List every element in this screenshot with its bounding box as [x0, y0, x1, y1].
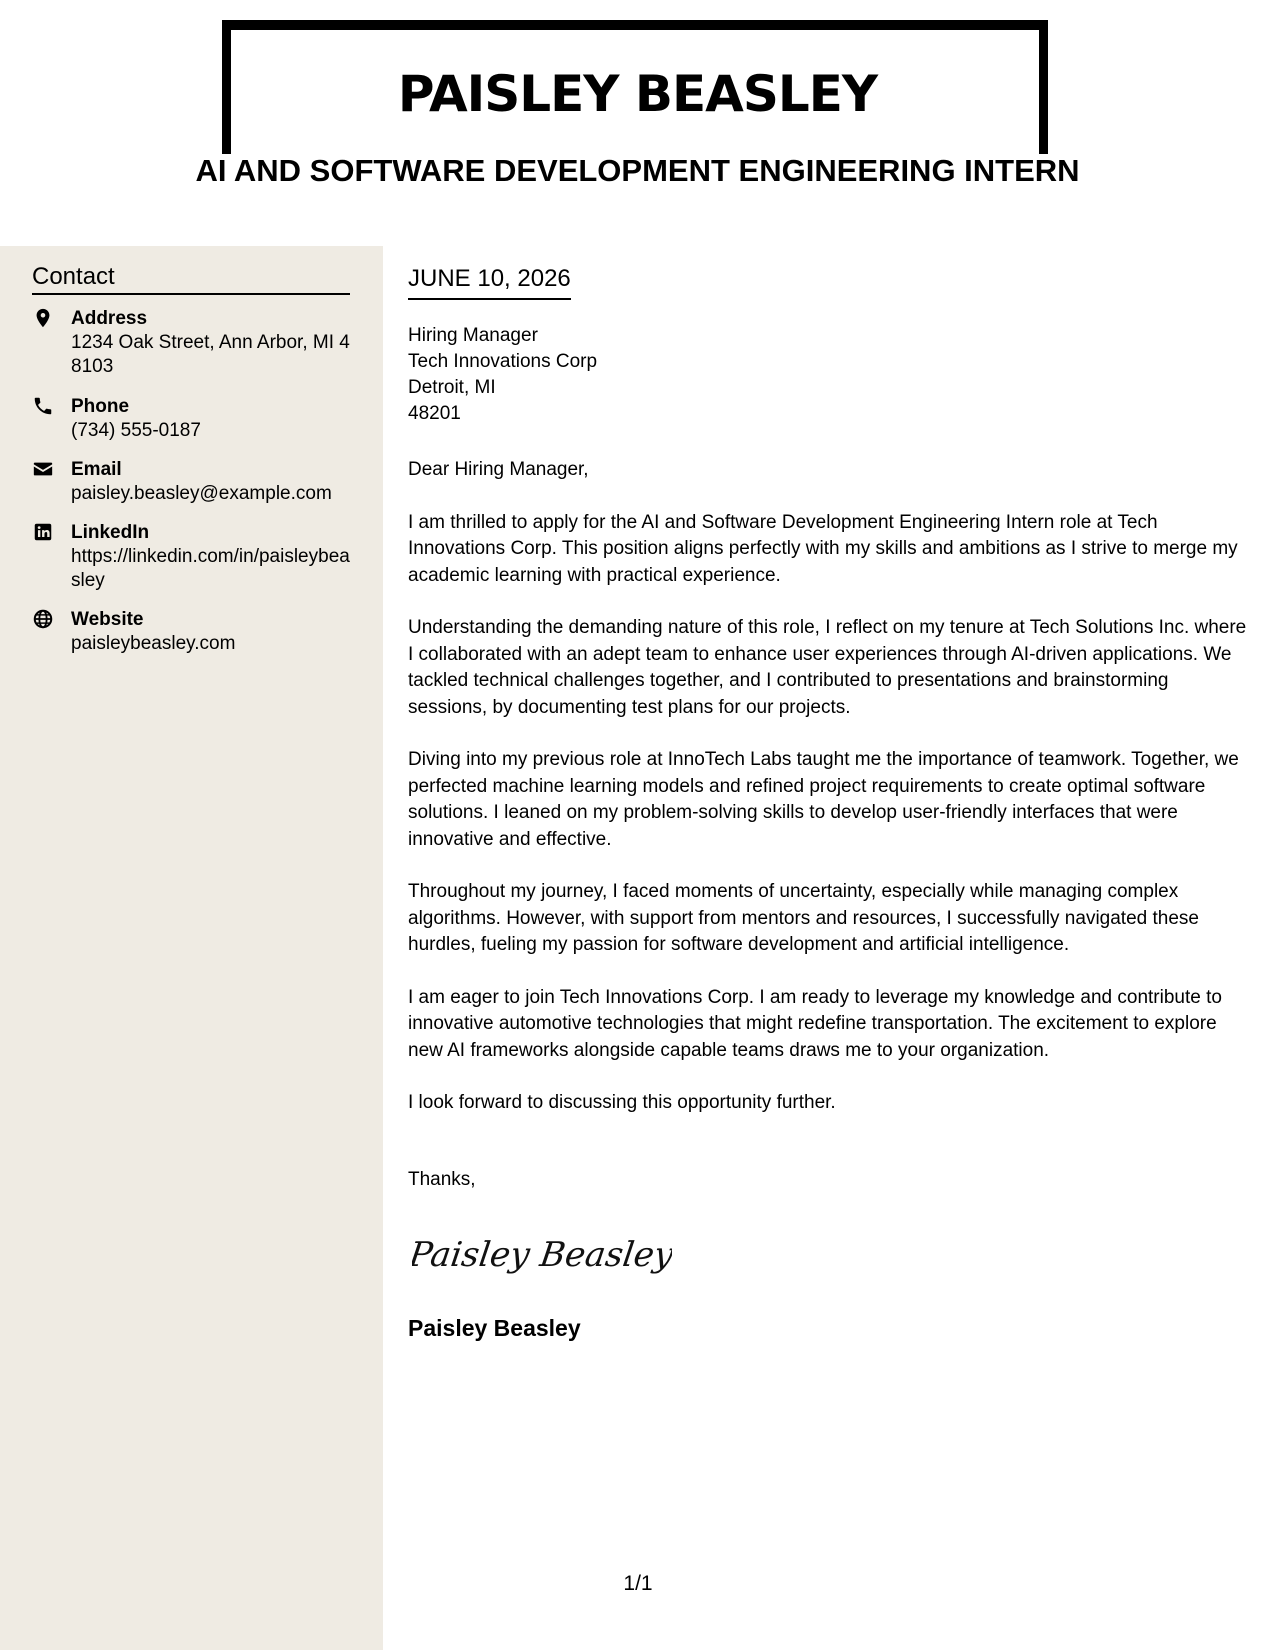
- envelope-icon: [32, 458, 56, 482]
- phone-label: Phone: [71, 396, 130, 417]
- recipient-line: Hiring Manager: [408, 325, 538, 346]
- handwritten-signature: [412, 1222, 672, 1282]
- letter-paragraph: Diving into my previous role at InnoTech Labs taught me the importance of teamwork. Together, we perfected machine learning models and refined project requirements to create optimal software solutions. I leaned on my problem-solving skills to develop user-friendly interfaces that were innovative and effective.: [408, 749, 1239, 850]
- phone-value: (734) 555-0187: [71, 420, 201, 441]
- recipient-line: 48201: [408, 403, 461, 424]
- phone-icon: [32, 395, 56, 419]
- signature-glyphs: Paisley Beasley: [412, 1235, 672, 1275]
- signer-name: Paisley Beasley: [408, 1315, 581, 1341]
- page-number: 1/1: [623, 1572, 653, 1595]
- address-label: Address: [71, 308, 148, 329]
- website-value: paisleybeasley.com: [71, 633, 236, 654]
- contact-heading: Contact: [32, 262, 350, 295]
- letter-paragraph: I am thrilled to apply for the AI and Software Development Engineering Intern role at Tech Innovations Corp. This position aligns perfectly with my skills and ambitions as I strive to merge my academic learning with practical experience.: [408, 511, 1238, 586]
- recipient-block: [408, 323, 597, 427]
- job-title: AI AND SOFTWARE DEVELOPMENT ENGINEERING INTERN: [195, 153, 1080, 188]
- linkedin-value: https://linkedin.com/in/paisleybeasley: [71, 546, 350, 591]
- recipient-line: Detroit, MI: [408, 377, 496, 398]
- website-label: Website: [71, 609, 144, 630]
- email-value: paisley.beasley@example.com: [71, 483, 332, 504]
- recipient-line: Tech Innovations Corp: [408, 351, 598, 372]
- letter-paragraph: I am eager to join Tech Innovations Corp. I am ready to leverage my knowledge and contribute to innovative automotive technologies that might redefine transportation. The excitement to explore new AI frameworks alongside capable teams draws me to your organization.: [408, 986, 1222, 1061]
- linkedin-label: LinkedIn: [71, 522, 150, 543]
- globe-icon: [32, 608, 56, 632]
- map-pin-icon: [32, 307, 56, 331]
- letter-date: JUNE 10, 2026: [408, 264, 571, 300]
- letter-body: [408, 457, 1248, 1143]
- letter-paragraph: Throughout my journey, I faced moments of uncertainty, especially while managing complex algorithms. However, with support from mentors and resources, I successfully navigated these hurdles, fueling my passion for software development and artificial intelligence.: [408, 881, 1199, 955]
- linkedin-icon: [32, 521, 56, 545]
- applicant-name: PAISLEY BEASLEY: [397, 65, 878, 123]
- contact-sidebar: [0, 246, 383, 1650]
- closing: Thanks,: [408, 1169, 476, 1190]
- letter-paragraph: I look forward to discussing this opportunity further.: [408, 1092, 836, 1113]
- letter-paragraph: Understanding the demanding nature of this role, I reflect on my tenure at Tech Solutions Inc. where I collaborated with an adept team to enhance user experiences through AI-driven applications. We tackled technical challenges together, and I contributed to presentations and brainstorming sessions, by documenting test plans for our projects.: [408, 617, 1247, 718]
- salutation: Dear Hiring Manager,: [408, 459, 589, 480]
- address-value: 1234 Oak Street, Ann Arbor, MI 48103: [71, 332, 350, 377]
- email-label: Email: [71, 459, 122, 480]
